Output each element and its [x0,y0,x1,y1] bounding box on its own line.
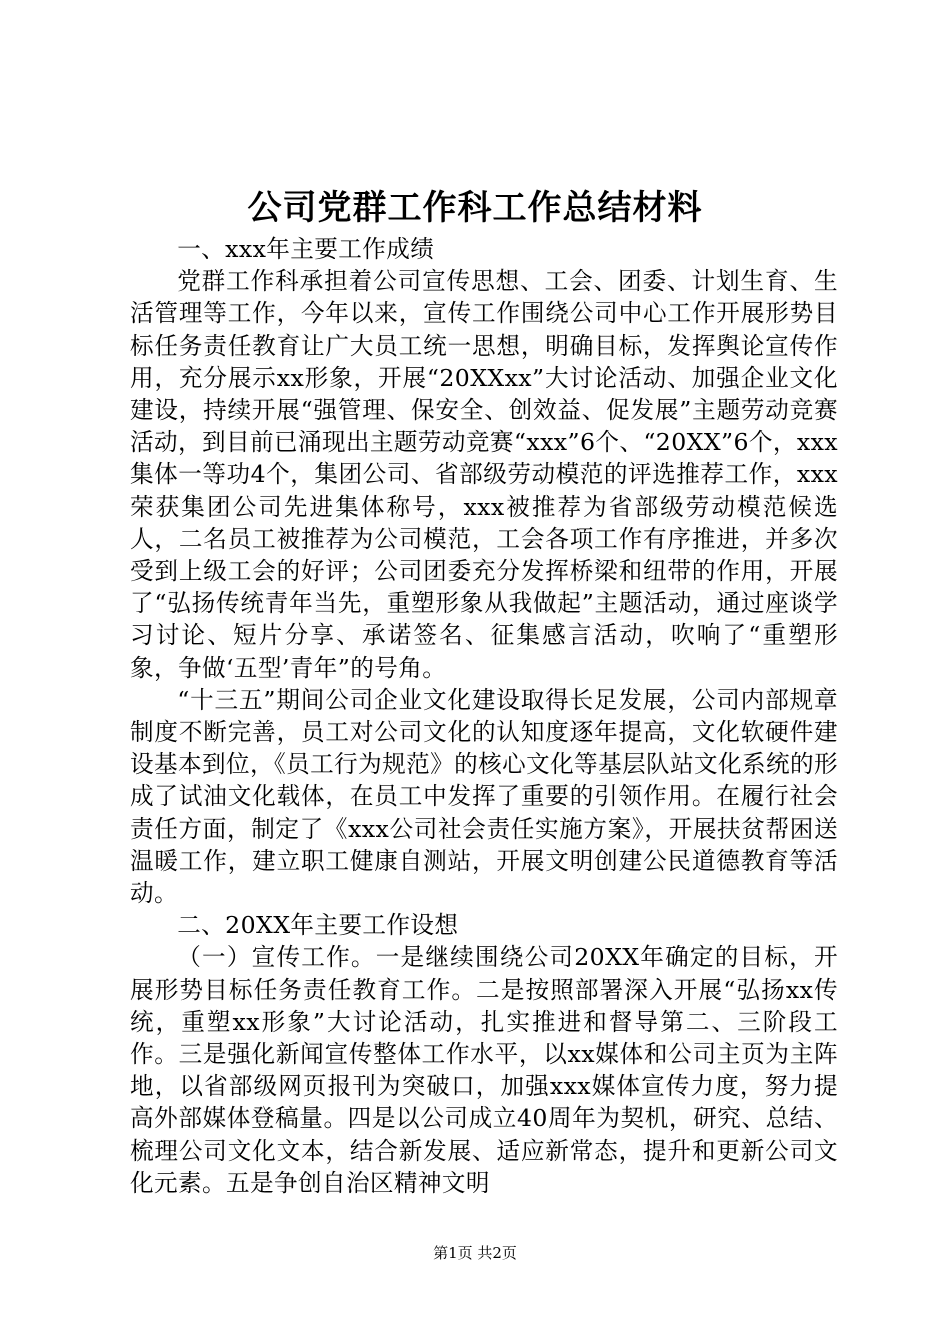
page-number-footer: 第1页 共2页 [433,1244,517,1262]
document-body [130,233,838,1199]
section-heading-1: 一、xxx年主要工作成绩 [177,235,435,263]
paragraph-culture: “十三五”期间公司企业文化建设取得长足发展，公司内部规章制度不断完善，员工对公司文化的认知度逐年提高，文化软硬件建设基本到位，《员工行为规范》的核心文化等基层队站文化系统的形成了试油文化载体，在员工中发挥了重要的引领作用。在履行社会责任方面，制定了《xxx公司社会责任实施方案》，开展扶贫帮困送温暖工作，建立职工健康自测站，开展文明创建公民道德教育等活动。 [130,685,839,908]
section-heading-2: 二、20XX年主要工作设想 [177,911,459,940]
document-title: 公司党群工作科工作总结材料 [247,188,703,228]
paragraph-achievements: 党群工作科承担着公司宣传思想、工会、团委、计划生育、生活管理等工作，今年以来，宣传工作围绕公司中心工作开展形势目标任务责任教育让广大员工统一思想，明确目标，发挥舆论宣传作用，充分展示xx形象，开展“20XXxx”大讨论活动、加强企业文化建设，持续开展“强管理、保安全、创效益、促发展”主题劳动竞赛活动，到目前已涌现出主题劳动竞赛“xxx”6个、“20XX”6个，xxx集体一等功4个，集团公司、省部级劳动模范的评选推荐工作，xxx荣获集团公司先进集体称号，xxx被推荐为省部级劳动模范候选人，二名员工被推荐为公司模范，工会各项工作有序推进，并多次受到上级工会的好评；公司团委充分发挥桥梁和纽带的作用，开展了“弘扬传统青年当先，重塑形象从我做起”主题活动，通过座谈学习讨论、短片分享、承诺签名、征集感言活动，吹响了“重塑形象，争做‘五型’青年”的号角。 [130,267,838,682]
paragraph-publicity: （一）宣传工作。一是继续围绕公司20XX年确定的目标，开展形势目标任务责任教育工作。二是按照部署深入开展“弘扬xx传统，重塑xx形象”大讨论活动，扎实推进和督导第二、三阶段工作。三是强化新闻宣传整体工作水平，以xx媒体和公司主页为主阵地，以省部级网页报刊为突破口，加强xxx媒体宣传力度，努力提高外部媒体登稿量。四是以公司成立40周年为契机，研究、总结、梳理公司文化文本，结合新发展、适应新常态，提升和更新公司文化元素。五是争创自治区精神文明 [130,943,838,1197]
